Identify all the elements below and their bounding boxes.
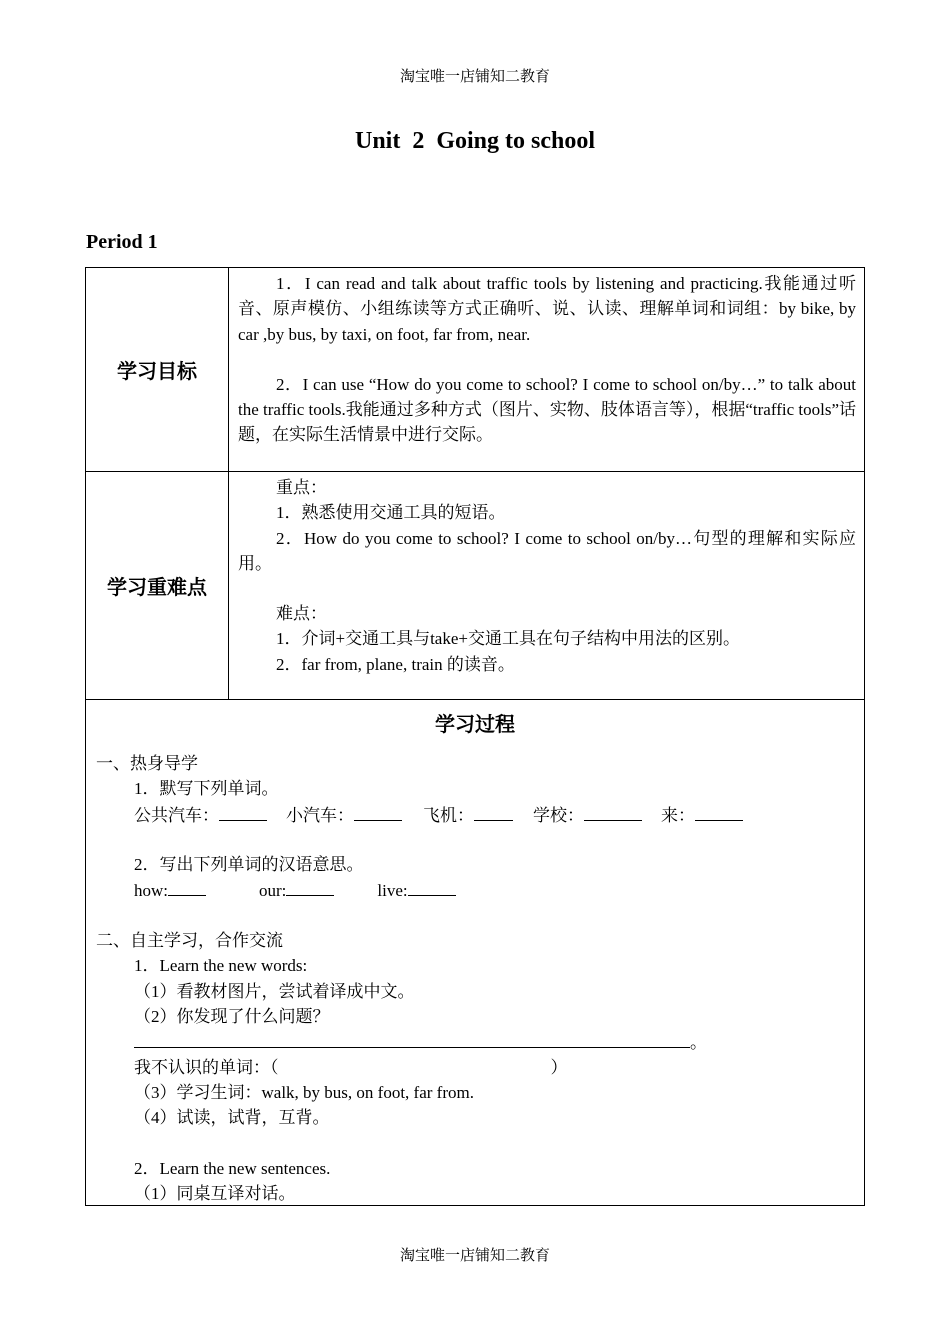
- page-header: 淘宝唯一店铺知二教育: [399, 69, 550, 85]
- key-points-label: 学习重难点: [86, 472, 229, 700]
- process-cell: [86, 700, 865, 1206]
- step-2: （2）你发现了什么问题？: [134, 1006, 330, 1026]
- section-1-heading: 一、热身导学: [96, 754, 198, 773]
- dictation-row: [96, 802, 743, 827]
- step-4: （4）试读，试背，互背。: [134, 1108, 330, 1128]
- exercise-1-prompt: 1．默写下列单词。: [134, 779, 279, 799]
- blank-come[interactable]: [695, 802, 743, 821]
- blank-our[interactable]: [286, 877, 334, 896]
- learn-words-prompt: 1．Learn the new words:: [134, 956, 308, 976]
- blank-car[interactable]: [354, 802, 402, 821]
- period-mark: 。: [690, 1033, 707, 1053]
- difficulty-1: 1．介词+交通工具与take+交通工具在句子结构中用法的区别。: [276, 629, 740, 649]
- blank-live[interactable]: [408, 877, 456, 896]
- step-3: （3）学习生词：walk, by bus, on foot, far from.: [134, 1082, 474, 1102]
- meaning-row: [96, 877, 743, 902]
- blank-bus[interactable]: [219, 802, 267, 821]
- period-heading: Period 1: [86, 231, 158, 253]
- close-paren: ）: [550, 1057, 568, 1077]
- process-body: [96, 751, 743, 1206]
- step-1: （1）看教材图片，尝试着译成中文。: [134, 981, 415, 1001]
- word-school-label: 学校：: [533, 805, 584, 825]
- page-footer: 淘宝唯一店铺知二教育: [399, 1248, 550, 1264]
- unknown-words-row: [96, 1055, 743, 1080]
- key-point-2: 2．How do you come to school? I come to school on/by…句型的理解和实际应用。: [238, 528, 856, 573]
- process-title: 学习过程: [435, 714, 515, 736]
- section-2-heading: 二、自主学习，合作交流: [96, 931, 283, 951]
- blank-problem[interactable]: [134, 1029, 690, 1048]
- difficulty-heading: 难点：: [276, 604, 327, 624]
- sentence-step-1: （1）同桌互译对话。: [134, 1184, 296, 1204]
- objectives-cell: [229, 268, 865, 472]
- word-live-label: live:: [377, 881, 408, 901]
- unknown-words-label: 我不认识的单词：（: [134, 1057, 279, 1077]
- word-bus-label: 公共汽车：: [134, 805, 219, 825]
- exercise-2-prompt: 2．写出下列单词的汉语意思。: [134, 855, 364, 875]
- word-car-label: 小汽车：: [286, 805, 354, 825]
- blank-school[interactable]: [584, 802, 642, 821]
- word-how-label: how:: [134, 881, 168, 901]
- document-title: Unit 2 Going to school: [354, 128, 596, 154]
- learn-sentences-prompt: 2．Learn the new sentences.: [134, 1158, 331, 1178]
- blank-how[interactable]: [168, 877, 206, 896]
- objective-1: 1．I can read and talk about traffic tools by listening and practicing.我能通过听音、原声模仿、小组练读等方式正确听、说、认读、理解单词和词组：by bike, by car ,by bus, by taxi, on foot, far from, near.: [238, 274, 856, 344]
- key-point-1: 1．熟悉使用交通工具的短语。: [276, 503, 506, 523]
- word-our-label: our:: [259, 881, 287, 901]
- blank-plane[interactable]: [474, 802, 513, 821]
- objectives-label: 学习目标: [86, 268, 229, 472]
- problem-answer-row: [96, 1029, 743, 1054]
- lesson-plan-table: [85, 267, 865, 1206]
- word-come-label: 来：: [661, 805, 695, 825]
- objective-2: 2．I can use “How do you come to school? I come to school on/by…” to talk about the traffic tools.我能通过多种方式（图片、实物、肢体语言等），根据“traffic tools”话题，在实际生活情景中进行交际。: [238, 374, 856, 445]
- difficulty-2: 2．far from, plane, train 的读音。: [276, 654, 515, 674]
- key-points-cell: [229, 472, 865, 700]
- word-plane-label: 飞机：: [423, 805, 474, 825]
- key-heading: 重点：: [276, 478, 327, 497]
